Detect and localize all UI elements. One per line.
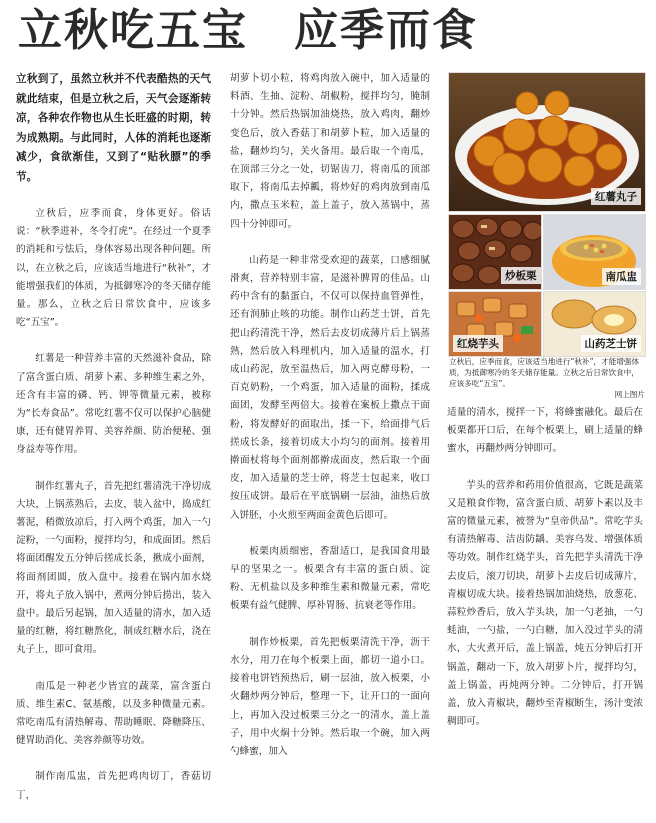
caption-text: 立秋后，应季而食，应该适当地进行“秋补”，才能增强体质，为抵御寒冷的冬天储存能量。立秋之后日常饮食中，应该多吃“五宝”。: [449, 357, 640, 388]
paragraph: 红薯是一种营养丰富的天然滋补食品，除了富含蛋白质、胡萝卜素、多种维生素之外，还含有丰富的磷、钙、钾等微量元素，被称为“长寿食品”。常吃红薯不仅可以保护心脑健康，还有健胃养胃、美容养颜、防治便秘、强身益寿等作用。: [16, 353, 211, 456]
photo-label-pumpkin-cup: 南瓜盅: [602, 268, 642, 285]
paragraph: 制作红薯丸子，首先把红薯清洗干净切成大块，上锅蒸熟后，去皮，装入盆中，捣成红薯泥，稍微放凉后，打入两个鸡蛋，加入一勺淀粉，一勺面粉，搅拌均匀，和成面团。然后将面团醒发五分钟后搓成长条，揪成小面剂，将面剂团圆，放入盘中。接着在锅内加水烧开，将丸子放入锅中，煮两分钟后捞出，装入盘中。最后另起锅，加入适量的清水，加入适量的红糖，将红糖熬化，制成红糖水后，浇在丸子上，即可食用。: [16, 480, 211, 656]
paragraph: 制作炒板栗，首先把板栗清洗干净，沥干水分，用刀在每个板栗上面，都切一道小口。接着电饼铛预热后，刷一层油，放入板栗，小火翻炒两分钟后，整理一下，让开口的一面向上，再加入没过板栗三分之一的清水，盖上盖子，用中火焖十分钟。然后取一个碗，加入两勺蜂蜜，加入: [230, 636, 430, 757]
photo-braised-taro: [448, 291, 542, 357]
photo-yam-cheese-cake: [543, 291, 646, 357]
paragraph: 芋头的营养和药用价值很高，它既是蔬菜又是粮食作物，富含蛋白质、胡萝卜素以及丰富的微量元素，被誉为“皇帝供品”。常吃芋头有清热解毒、洁齿防龋、美容乌发、增强体质等功效。制作红烧芋头，首先把芋头清洗干净去皮后，滚刀切块，胡萝卜去皮后切成薄片，青椒切成大块。接着热锅加油烧热，放葱花、蒜粒炒香后，放入芋头块，加一勺老抽，一勺蚝油，一勺盐，一勺白糖，加入没过芋头的清水，大火煮开后，盖上锅盖，炖五分钟后打开锅盖，翻动一下，放入胡萝卜片，搅拌均匀，盖上锅盖，再炖两分钟。二分钟后，打开锅盖，放入青椒块，翻炒至青椒断生，汤汁变浓稠即可。: [447, 479, 643, 728]
photo-pumpkin-cup: [543, 214, 646, 290]
article-column-2: [230, 70, 430, 779]
photo-label-fried-chestnut: 炒板栗: [501, 267, 541, 284]
photo-sweet-potato-balls: [448, 72, 646, 212]
paragraph: 立秋后，应季而食，身体更好。俗话说：“秋季进补，冬令打虎”。在经过一个夏季的消耗和亏怯后，身体容易出现各种问题。所以，在立秋之后，应该适当地进行“秋补”，才能增强我们的体质，为抵御寒冷的冬天储存能量。那么，立秋之后日常饮食中，应该多吃“五宝”。: [16, 208, 211, 329]
paragraph: 制作南瓜盅，首先把鸡肉切丁，香菇切丁，: [16, 771, 211, 801]
article-column-1: [16, 70, 211, 823]
photo-label-braised-taro: 红烧芋头: [453, 335, 503, 352]
article-column-3: [447, 404, 643, 749]
lead-paragraph: 立秋到了，虽然立秋并不代表酷热的天气就此结束，但是立秋之后，天气会逐渐转凉，各种农作物也从生长旺盛的时期，转为成熟期。与此同时，人体的消耗也逐渐减少，食欲渐佳，又到了“贴秋膘”的季节。: [16, 73, 211, 183]
headline: 立秋吃五宝 应季而食: [18, 5, 478, 56]
paragraph: 适量的清水，搅拌一下，将蜂蜜融化。最后在板栗都开口后，在每个板栗上，刷上适量的蜂蜜水，再翻炒两分钟即可。: [447, 407, 643, 455]
photo-credit: 网上图片: [614, 390, 645, 399]
paragraph: 胡萝卜切小粒，将鸡肉放入碗中，加入适量的料酒、生抽、淀粉、胡椒粉，搅拌均匀，腌制十分钟。然后热锅加油烧热，放入鸡肉，翻炒变色后，放入香菇丁和胡萝卜粒，加入适量的盐，翻炒均匀，关火备用。最后取一个南瓜，在顶部三分之一处，切锯齿刀，将南瓜的顶部取下，将南瓜去掉瓤，将炒好的鸡肉放到南瓜内，撒点玉米粒，盖上盖子，放入蒸锅中，蒸四十分钟即可。: [230, 73, 430, 230]
paragraph: 南瓜是一种老少皆宜的蔬菜，富含蛋白质、维生素C、氨基酸，以及多种微量元素。常吃南瓜有清热解毒、帮助睡眠、降糖降压、健胃助消化、美容养颜等功效。: [16, 680, 211, 747]
photo-label-yam-cheese-cake: 山药芝士饼: [581, 335, 642, 352]
photo-label-sweet-potato-balls: 红薯丸子: [591, 188, 641, 205]
photo-caption: [449, 356, 645, 400]
paragraph: 山药是一种非常受欢迎的蔬菜，口感细腻滑爽，营养特别丰富，是滋补脾胃的佳品。山药中含有的黏蛋白，不仅可以保持血管弹性，还有润肺止咳的功能。制作山药芝士饼，首先把山药清洗干净，然后去皮切成薄片后上锅蒸熟，然后放入料理机内，加入适量的温水，打成山药泥，放至温热后，加入两克酵母粉，一百克奶粉，一个鸡蛋，加入适量的面粉，揉成面团，发酵至两倍大。接着在案板上撒点干面粉，将发酵好的面取出，揉一下，给面排气后搓成长条，接着切成大小均匀的面剂。接着用擀面杖将每个面剂都擀成面皮，然后取一个面皮，加入适量的芝士碎，将芝士包起来，收口按压成饼。最后在平底锅刷一层油，油热后放入饼胚，小火煎至两面金黄色后即可。: [230, 254, 430, 521]
paragraph: 板栗肉质细密，香甜适口，是我国食用最早的坚果之一。板栗含有丰富的蛋白质、淀粉、无机盐以及多种维生素和微量元素，常吃板栗有益气健脾、厚补胃肠、抗衰老等作用。: [230, 545, 430, 612]
photo-fried-chestnut: [448, 214, 542, 290]
